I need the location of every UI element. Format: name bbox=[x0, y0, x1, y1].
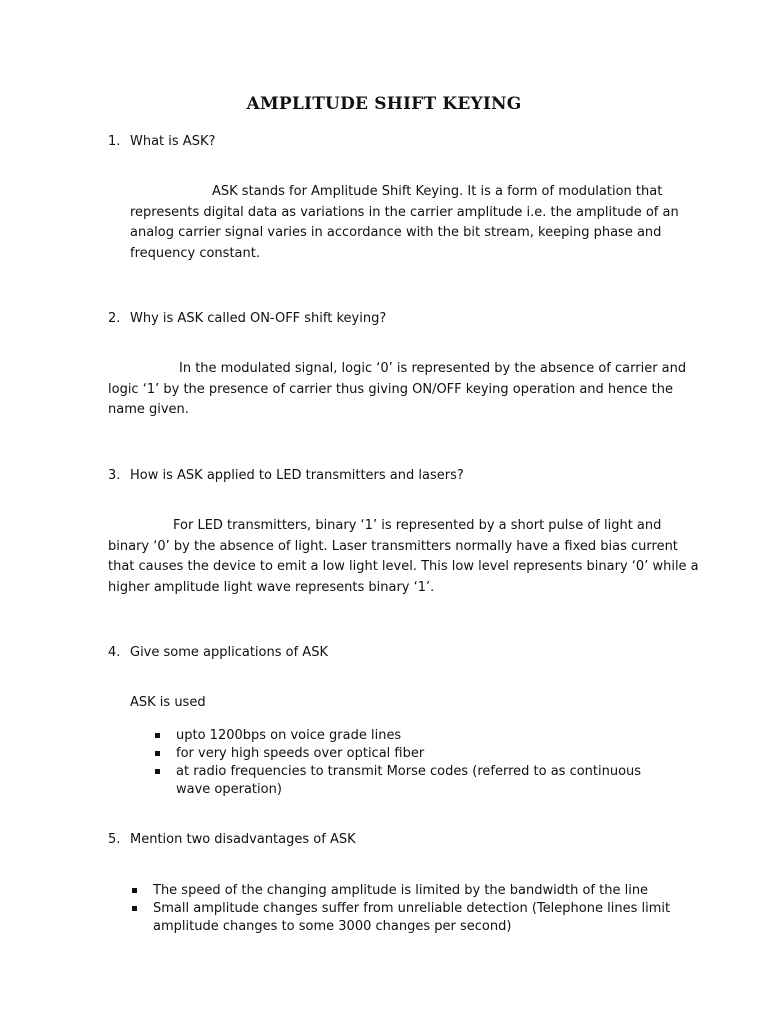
answer-line: analog carrier signal varies in accordance with the bit stream, keeping phase and bbox=[130, 225, 662, 240]
question-number: 3. bbox=[108, 468, 121, 483]
square-bullet-icon bbox=[155, 769, 160, 774]
answer-line: higher amplitude light wave represents binary ‘1’. bbox=[108, 579, 435, 595]
square-bullet-icon bbox=[132, 888, 137, 893]
answer-line: For LED transmitters, binary ‘1’ is represented by a short pulse of light and bbox=[173, 518, 662, 533]
question-2 bbox=[108, 309, 386, 329]
answer-line: frequency constant. bbox=[130, 245, 260, 261]
question-1 bbox=[108, 132, 215, 152]
answer-line: that causes the device to emit a low light level. This low level represents binary ‘0’ while a bbox=[108, 559, 699, 574]
answer-line: represents digital data as variations in the carrier amplitude i.e. the amplitude of an bbox=[130, 204, 679, 220]
answer-line: logic ‘1’ by the presence of carrier thus giving ON/OFF keying operation and hence the bbox=[108, 381, 673, 397]
square-bullet-icon bbox=[132, 906, 137, 911]
list-item: Small amplitude changes suffer from unreliable detection (Telephone lines limit amplitude changes to some 3000 changes per second) bbox=[130, 900, 675, 936]
disadvantages-list bbox=[130, 882, 675, 936]
document-title: AMPLITUDE SHIFT KEYING bbox=[246, 94, 522, 114]
square-bullet-icon bbox=[155, 751, 160, 756]
question-number: 1. bbox=[108, 134, 121, 149]
question-number: 2. bbox=[108, 311, 121, 326]
question-text: Give some applications of ASK bbox=[130, 645, 328, 660]
answer-line: binary ‘0’ by the absence of light. Laser transmitters normally have a fixed bias current bbox=[108, 538, 678, 554]
question-text: Why is ASK called ON-OFF shift keying? bbox=[130, 311, 387, 326]
answer-line: In the modulated signal, logic ‘0’ is represented by the absence of carrier and bbox=[179, 361, 687, 376]
answer-1 bbox=[130, 182, 690, 264]
question-3 bbox=[108, 466, 464, 486]
question-number: 5. bbox=[108, 832, 121, 847]
answer-3 bbox=[108, 516, 708, 598]
question-4 bbox=[108, 643, 328, 663]
list-item: upto 1200bps on voice grade lines bbox=[153, 727, 673, 745]
answer-line: name given. bbox=[108, 402, 189, 417]
list-item: The speed of the changing amplitude is limited by the bandwidth of the line bbox=[130, 882, 675, 900]
applications-intro: ASK is used bbox=[130, 695, 206, 710]
question-text: Mention two disadvantages of ASK bbox=[130, 832, 356, 847]
square-bullet-icon bbox=[155, 733, 160, 738]
question-5 bbox=[108, 830, 356, 850]
list-item: for very high speeds over optical fiber bbox=[153, 745, 673, 763]
question-text: What is ASK? bbox=[130, 134, 216, 149]
list-item: at radio frequencies to transmit Morse codes (referred to as continuous wave operation) bbox=[153, 763, 673, 799]
answer-line: ASK stands for Amplitude Shift Keying. It is a form of modulation that bbox=[212, 184, 663, 199]
answer-2 bbox=[108, 359, 698, 421]
applications-list bbox=[153, 727, 673, 799]
question-text: How is ASK applied to LED transmitters and lasers? bbox=[130, 468, 464, 483]
question-number: 4. bbox=[108, 645, 121, 660]
